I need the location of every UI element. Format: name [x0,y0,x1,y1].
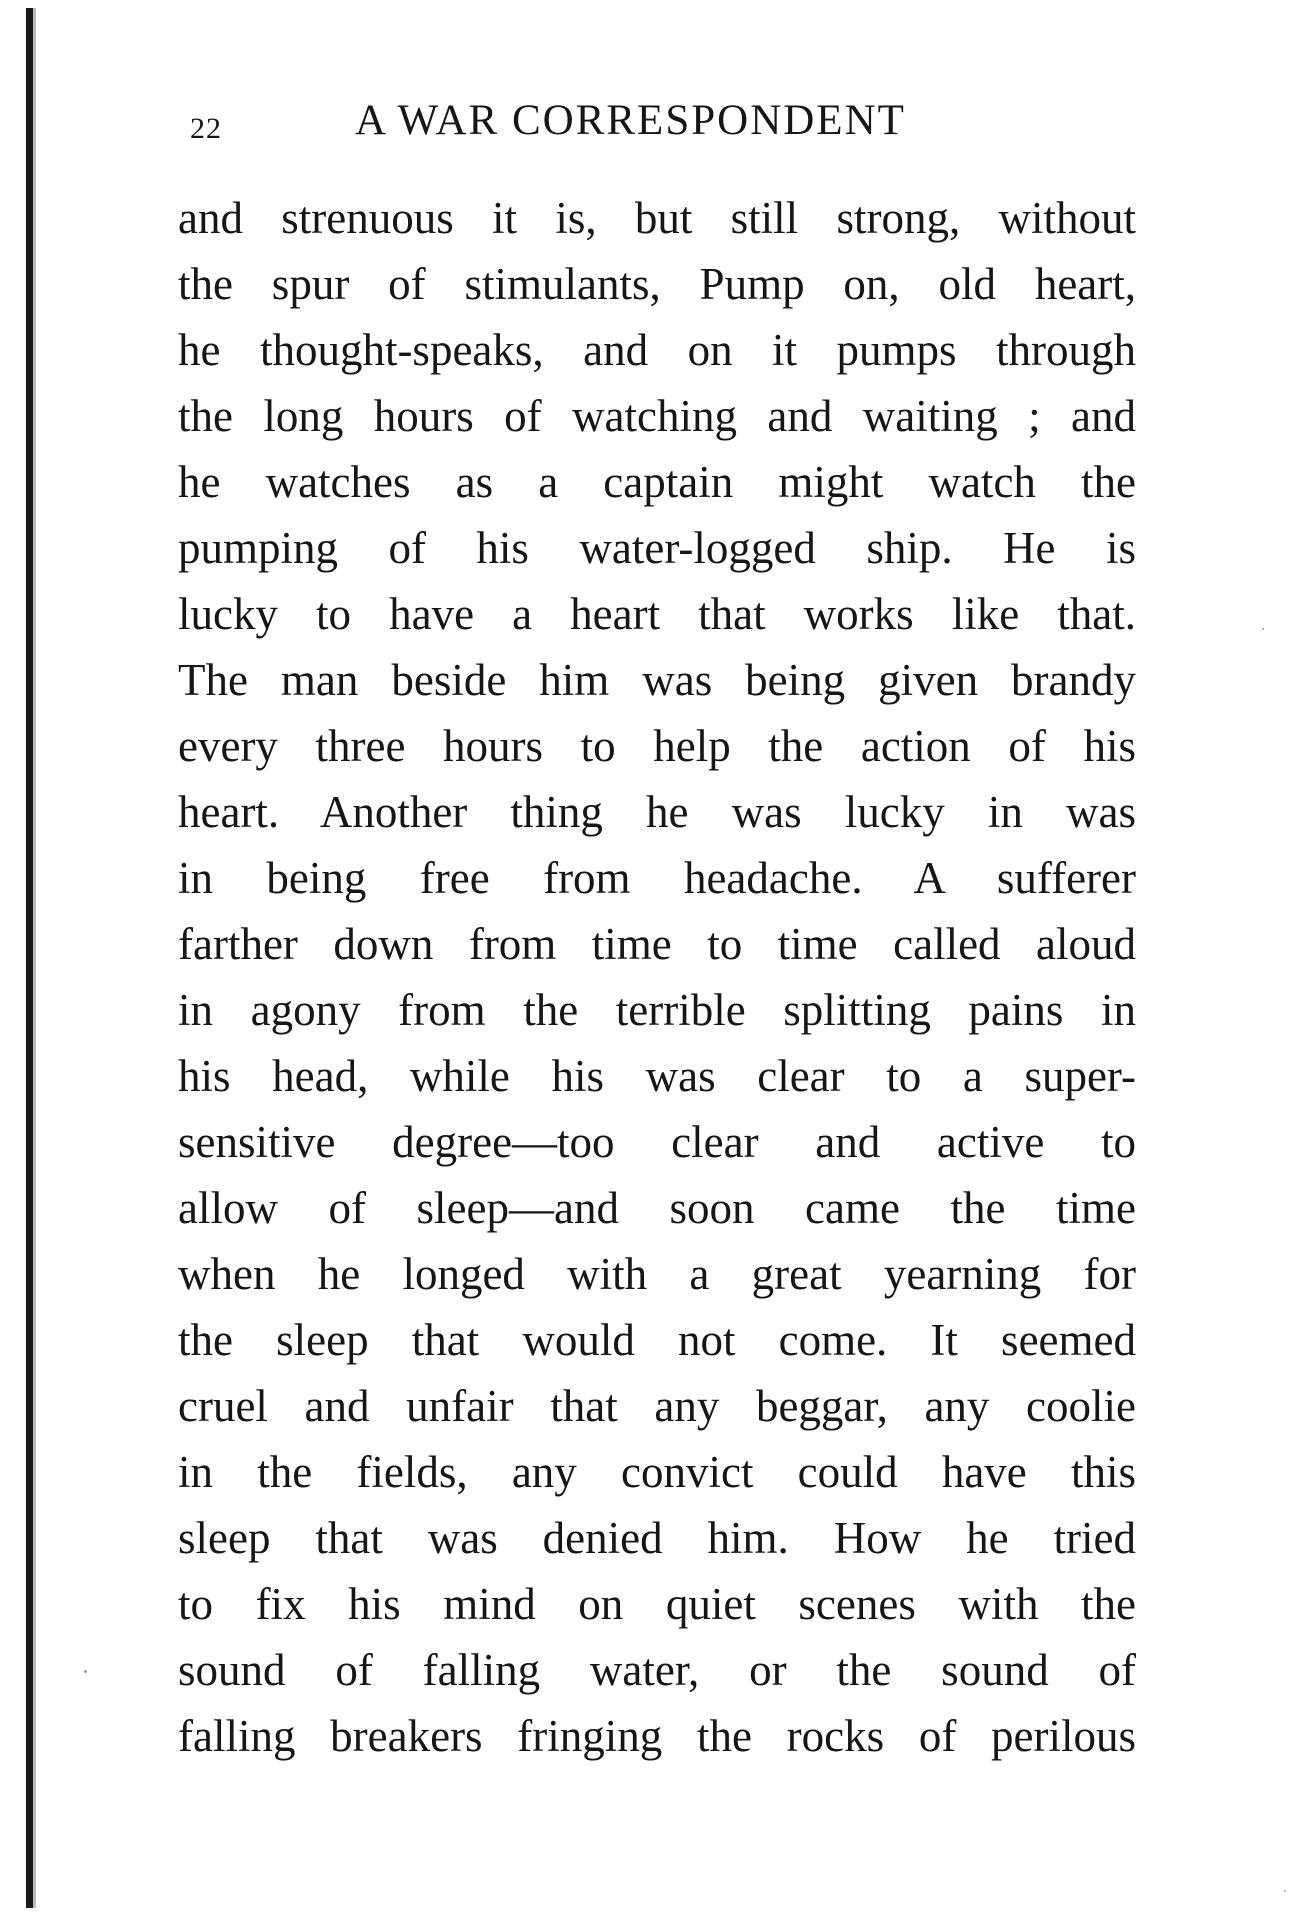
text-line: The man beside him was being given brandy [178,655,1136,705]
text-line: to fix his mind on quiet scenes with the [178,1579,1136,1629]
text-line: when he longed with a great yearning for [178,1249,1136,1299]
text-line: in being free from headache. A sufferer [178,853,1136,903]
text-line: the spur of stimulants, Pump on, old heart, [178,259,1136,309]
paper-speck [1262,628,1264,630]
text-line: pumping of his water-logged ship. He is [178,523,1136,573]
paper-speck [84,1670,87,1673]
text-line: heart. Another thing he was lucky in was [178,787,1136,837]
page-number: 22 [190,112,222,145]
text-line: his head, while his was clear to a super- [178,1051,1136,1101]
paper-speck [1284,1890,1286,1892]
page-binding-shadow [33,8,36,1908]
text-line: sleep that was denied him. How he tried [178,1513,1136,1563]
text-line: he watches as a captain might watch the [178,457,1136,507]
running-title: A WAR CORRESPONDENT [355,97,906,144]
text-line: the long hours of watching and waiting ; and [178,391,1136,441]
text-line: in the fields, any convict could have this [178,1447,1136,1497]
text-line: he thought-speaks, and on it pumps through [178,325,1136,375]
text-line: and strenuous it is, but still strong, without [178,193,1136,243]
text-line: lucky to have a heart that works like that. [178,589,1136,639]
body-text [178,185,1136,1769]
text-line: falling breakers fringing the rocks of perilous [178,1711,1136,1761]
text-line: the sleep that would not come. It seemed [178,1315,1136,1365]
text-line: cruel and unfair that any beggar, any coolie [178,1381,1136,1431]
text-line: sensitive degree—too clear and active to [178,1117,1136,1167]
running-head [190,96,990,156]
text-line: sound of falling water, or the sound of [178,1645,1136,1695]
text-line: allow of sleep—and soon came the time [178,1183,1136,1233]
text-line: in agony from the terrible splitting pains in [178,985,1136,1035]
text-line: farther down from time to time called aloud [178,919,1136,969]
page-binding-edge [26,8,33,1908]
text-line: every three hours to help the action of his [178,721,1136,771]
